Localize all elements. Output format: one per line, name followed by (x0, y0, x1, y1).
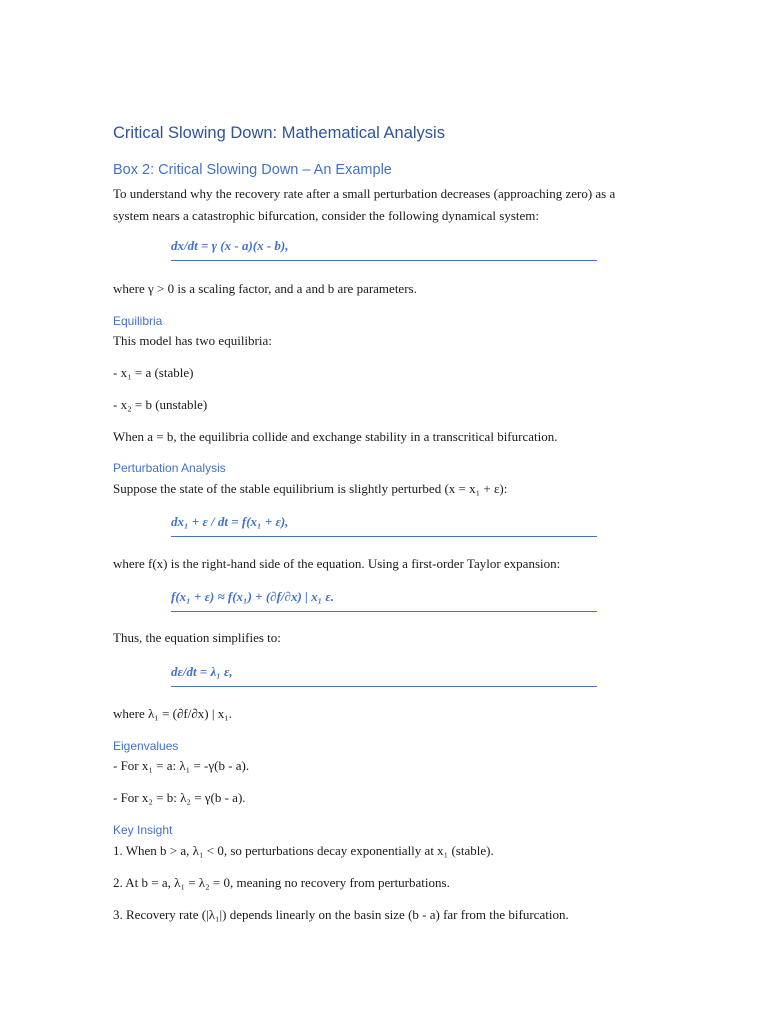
equilibrium-item-1: - x₁ = a (stable) (113, 365, 194, 380)
key-insight-heading: Key Insight (113, 823, 173, 837)
equation-2: dx₁ + ε / dt = f(x₁ + ε), (171, 514, 597, 537)
equation-1: dx/dt = γ (x - a)(x - b), (171, 238, 597, 261)
equilibrium-item-2: - x₂ = b (unstable) (113, 397, 208, 412)
box-heading: Box 2: Critical Slowing Down – An Example (113, 162, 392, 178)
eigenvalues-heading: Eigenvalues (113, 739, 179, 753)
insight-item-2: 2. At b = a, λ₁ = λ₂ = 0, meaning no recovery from perturbations. (113, 875, 450, 890)
simplifies-text: Thus, the equation simplifies to: (113, 630, 281, 645)
equation-4: dε/dt = λ₁ ε, (171, 664, 597, 687)
equilibria-heading: Equilibria (113, 314, 163, 328)
where-gamma-text: where γ > 0 is a scaling factor, and a and b are parameters. (113, 281, 417, 296)
eigenvalue-item-1: - For x₁ = a: λ₁ = -γ(b - a). (113, 758, 250, 773)
perturbation-text: Suppose the state of the stable equilibrium is slightly perturbed (x = x₁ + ε): (113, 481, 508, 496)
document-title: Critical Slowing Down: Mathematical Analysis (113, 124, 445, 142)
equilibria-text: This model has two equilibria: (113, 333, 272, 348)
eigenvalue-item-2: - For x₂ = b: λ₂ = γ(b - a). (113, 790, 246, 805)
equation-3: f(x₁ + ε) ≈ f(x₁) + (∂f/∂x) | x₁ ε. (171, 589, 597, 612)
intro-paragraph: To understand why the recovery rate after a small perturbation decreases (approaching zero) as a system nears a catastrophic bifurcation, consider the following dynamical system: (113, 186, 616, 223)
bifurcation-text: When a = b, the equilibria collide and exchange stability in a transcritical bifurcation. (113, 429, 558, 444)
insight-item-1: 1. When b > a, λ₁ < 0, so perturbations decay exponentially at x₁ (stable). (113, 843, 494, 858)
lambda-definition-text: where λ₁ = (∂f/∂x) | x₁. (113, 706, 233, 721)
taylor-text: where f(x) is the right-hand side of the equation. Using a first-order Taylor expansion: (113, 556, 561, 571)
perturbation-heading: Perturbation Analysis (113, 461, 226, 475)
insight-item-3: 3. Recovery rate (|λ₁|) depends linearly on the basin size (b - a) far from the bifurcation. (113, 907, 569, 922)
